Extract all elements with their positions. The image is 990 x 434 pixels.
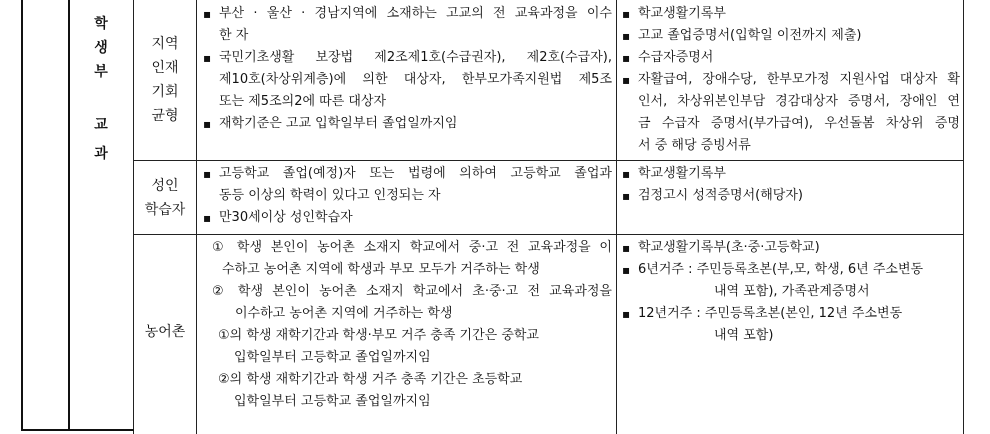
document-item: ▪ 수급자증명서 xyxy=(619,47,960,69)
document-item: ▪ 12년거주 : 주민등록초본(본인, 12년 주소변동 xyxy=(619,303,960,325)
qualification-continuation: 또는 제5조의2에 따른 대상자 xyxy=(219,94,387,109)
document-item: ▪ 학교생활기록부 xyxy=(619,3,960,25)
qualification-item: ① 학생 본인이 농어촌 소재지 학교에서 중·고 전 교육과정을 이 xyxy=(212,240,612,255)
frame-col-divider-4 xyxy=(616,0,617,434)
qualification-note-continuation: 입학일부터 고등학교 졸업일까지임 xyxy=(234,394,431,409)
document-item: ▪ 학교생활기록부(초·중·고등학교) xyxy=(619,237,960,259)
qualification-continuation: 동등 이상의 학력이 있다고 인정되는 자 xyxy=(219,188,441,203)
side-label-char: 과 xyxy=(94,146,108,162)
category-line: 균형 xyxy=(151,108,179,124)
category-line: 기회 xyxy=(151,84,179,100)
qualification-continuation: 한 자 xyxy=(219,28,249,43)
qualification-note-continuation: 입학일부터 고등학교 졸업일까지임 xyxy=(234,350,431,365)
document-item: ▪ 고교 졸업증명서(입학일 이전까지 제출) xyxy=(619,25,960,47)
side-label-char: 생 xyxy=(94,40,108,56)
side-label-char: 교 xyxy=(94,117,108,133)
frame-right-border xyxy=(963,0,964,434)
row-divider-1 xyxy=(133,160,964,161)
documents-adult xyxy=(619,163,960,207)
document-continuation: 금 수급자 증명서(부가급여), 우선돌봄 차상위 증명 xyxy=(638,116,960,131)
qualification-item: ② 학생 본인이 농어촌 소재지 학교에서 초·중·고 전 교육과정을 xyxy=(212,284,612,299)
qualifications-regional xyxy=(200,3,612,135)
qualification-continuation: 수하고 농어촌 지역에 학생과 부모 모두가 거주하는 학생 xyxy=(222,262,540,277)
document-item: ▪ 검정고시 성적증명서(해당자) xyxy=(619,185,960,207)
frame-col-divider-1 xyxy=(68,0,70,430)
qualification-note: ②의 학생 재학기간과 학생 거주 충족 기간은 초등학교 xyxy=(218,372,523,387)
row-divider-2 xyxy=(133,234,964,235)
document-item: ▪ 학교생활기록부 xyxy=(619,163,960,185)
category-line: 지역 xyxy=(151,36,179,52)
document-continuation: 인서, 차상위본인부담 경감대상자 증명서, 장애인 연 xyxy=(638,94,960,109)
category-line: 성인 xyxy=(151,178,179,194)
documents-rural xyxy=(619,237,960,347)
category-regional xyxy=(134,32,196,128)
document-item: ▪ 6년거주 : 주민등록초본(부,모, 학생, 6년 주소변동 xyxy=(619,259,960,281)
qualifications-adult xyxy=(200,163,612,229)
side-label-char: 학 xyxy=(94,16,108,32)
qualification-continuation: 이수하고 농어촌 지역에 거주하는 학생 xyxy=(235,306,453,321)
frame-bottom-border xyxy=(21,429,134,431)
document-continuation: 내역 포함), 가족관계증명서 xyxy=(714,284,870,299)
qualification-note: ①의 학생 재학기간과 학생·부모 거주 충족 기간은 중학교 xyxy=(218,328,539,343)
documents-regional xyxy=(619,3,960,157)
frame-left-border xyxy=(21,0,23,430)
qualifications-rural xyxy=(200,237,612,413)
category-line: 학습자 xyxy=(144,202,186,218)
qualification-item: ▪ 국민기초생활 보장법 제2조제1호(수급권자), 제2호(수급자), xyxy=(200,47,612,69)
qualification-item: ▪ 만30세이상 성인학습자 xyxy=(200,207,612,229)
frame-col-divider-3 xyxy=(196,0,197,434)
side-label-char: 부 xyxy=(94,64,108,80)
qualification-item: ▪ 고등학교 졸업(예정)자 또는 법령에 의하여 고등학교 졸업과 xyxy=(200,163,612,185)
document-continuation: 서 중 해당 증빙서류 xyxy=(638,138,751,153)
category-adult xyxy=(134,174,196,222)
qualification-item: ▪ 부산 · 울산 · 경남지역에 소재하는 고교의 전 교육과정을 이수 xyxy=(200,3,612,25)
document-continuation: 내역 포함) xyxy=(714,328,774,343)
qualification-item: ▪ 재학기준은 고교 입학일부터 졸업일까지임 xyxy=(200,113,612,135)
document-item: ▪ 자활급여, 장애수당, 한부모가정 지원사업 대상자 확 xyxy=(619,69,960,91)
qualification-continuation: 제10호(차상위계층)에 의한 대상자, 한부모가족지원법 제5조 xyxy=(219,72,612,87)
category-rural: 농어촌 xyxy=(144,324,186,340)
category-line: 인재 xyxy=(151,60,179,76)
